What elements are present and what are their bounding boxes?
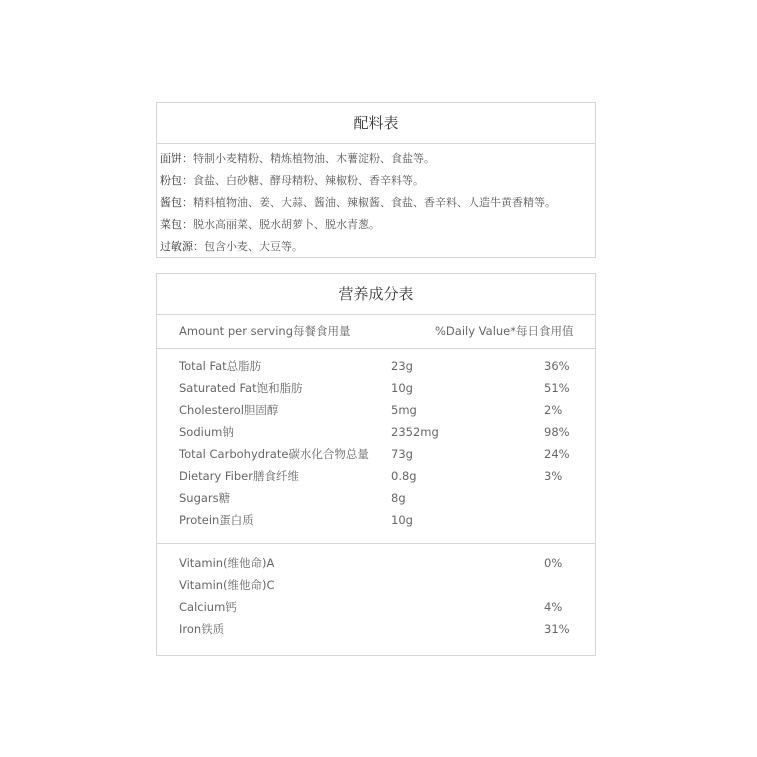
nutrient-amount: 8g (391, 491, 406, 505)
nutrient-amount: 10g (391, 381, 413, 395)
macronutrients-section (157, 349, 595, 544)
nutrition-header (157, 315, 595, 349)
ingredient-text: ：特制小麦精粉、精炼植物油、木薯淀粉、食盐等。 (182, 152, 435, 165)
nutrient-row-total-fat (157, 355, 595, 377)
nutrient-row-saturated-fat (157, 377, 595, 399)
ingredient-row-sauce (160, 192, 595, 214)
ingredient-label: 酱包 (160, 196, 182, 209)
nutrient-row-cholesterol (157, 399, 595, 421)
nutrient-amount: 10g (391, 513, 413, 527)
ingredient-label: 粉包 (160, 174, 182, 187)
nutrient-name: Dietary Fiber膳食纤维 (179, 469, 299, 483)
nutrient-daily-value: 3% (544, 469, 563, 483)
ingredient-row-allergen (160, 236, 595, 258)
nutrient-row-sugars (157, 487, 595, 509)
nutrient-row-sodium (157, 421, 595, 443)
nutrient-name: Cholesterol胆固醇 (179, 403, 279, 417)
nutrient-daily-value: 51% (544, 381, 570, 395)
nutrient-daily-value: 0% (544, 556, 563, 570)
nutrient-name: Protein蛋白质 (179, 513, 254, 527)
nutrient-name: Total Fat总脂肪 (179, 359, 262, 373)
nutrient-row-iron (157, 618, 595, 640)
ingredient-label: 面饼 (160, 152, 182, 165)
nutrient-row-total-carbohydrate (157, 443, 595, 465)
ingredients-list (157, 144, 595, 258)
nutrition-panel (156, 273, 596, 656)
nutrient-row-vitamin-c (157, 574, 595, 596)
nutrient-amount: 73g (391, 447, 413, 461)
nutrient-amount: 2352mg (391, 425, 439, 439)
nutrient-daily-value: 98% (544, 425, 570, 439)
nutrient-name: Calcium钙 (179, 600, 237, 614)
amount-per-serving-heading: Amount per serving每餐食用量 (179, 324, 351, 338)
ingredient-text: ：包含小麦、大豆等。 (193, 240, 303, 253)
nutrient-name: Sodium钠 (179, 425, 234, 439)
nutrient-name: Total Carbohydrate碳水化合物总量 (179, 447, 369, 461)
ingredient-text: ：脱水高丽菜、脱水胡萝卜、脱水青葱。 (182, 218, 380, 231)
nutrient-row-protein (157, 509, 595, 531)
ingredient-label: 过敏源 (160, 240, 193, 253)
nutrient-amount: 0.8g (391, 469, 417, 483)
nutrient-amount: 23g (391, 359, 413, 373)
ingredient-text: ：食盐、白砂糖、酵母精粉、辣椒粉、香辛料等。 (182, 174, 424, 187)
nutrient-name: Saturated Fat饱和脂肪 (179, 381, 303, 395)
nutrient-daily-value: 24% (544, 447, 570, 461)
nutrient-daily-value: 31% (544, 622, 570, 636)
nutrient-daily-value: 4% (544, 600, 563, 614)
nutrition-title: 营养成分表 (157, 274, 595, 315)
nutrient-row-dietary-fiber (157, 465, 595, 487)
ingredient-text: ：精料植物油、姜、大蒜、酱油、辣椒酱、食盐、香辛料、人造牛黄香精等。 (182, 196, 556, 209)
nutrient-daily-value: 36% (544, 359, 570, 373)
ingredient-row-powder (160, 170, 595, 192)
nutrient-daily-value: 2% (544, 403, 563, 417)
nutrient-amount: 5mg (391, 403, 417, 417)
nutrient-name: Sugars糖 (179, 491, 231, 505)
nutrient-row-calcium (157, 596, 595, 618)
ingredient-row-noodle (160, 148, 595, 170)
nutrient-row-vitamin-a (157, 552, 595, 574)
ingredients-title: 配料表 (157, 103, 595, 144)
vitamins-minerals-section (157, 544, 595, 640)
ingredient-row-vegetable (160, 214, 595, 236)
ingredient-label: 菜包 (160, 218, 182, 231)
nutrient-name: Iron铁质 (179, 622, 225, 636)
nutrient-name: Vitamin(维他命)C (179, 578, 275, 592)
ingredients-panel (156, 102, 596, 258)
daily-value-heading: %Daily Value*每日食用值 (435, 324, 574, 338)
nutrient-name: Vitamin(维他命)A (179, 556, 275, 570)
